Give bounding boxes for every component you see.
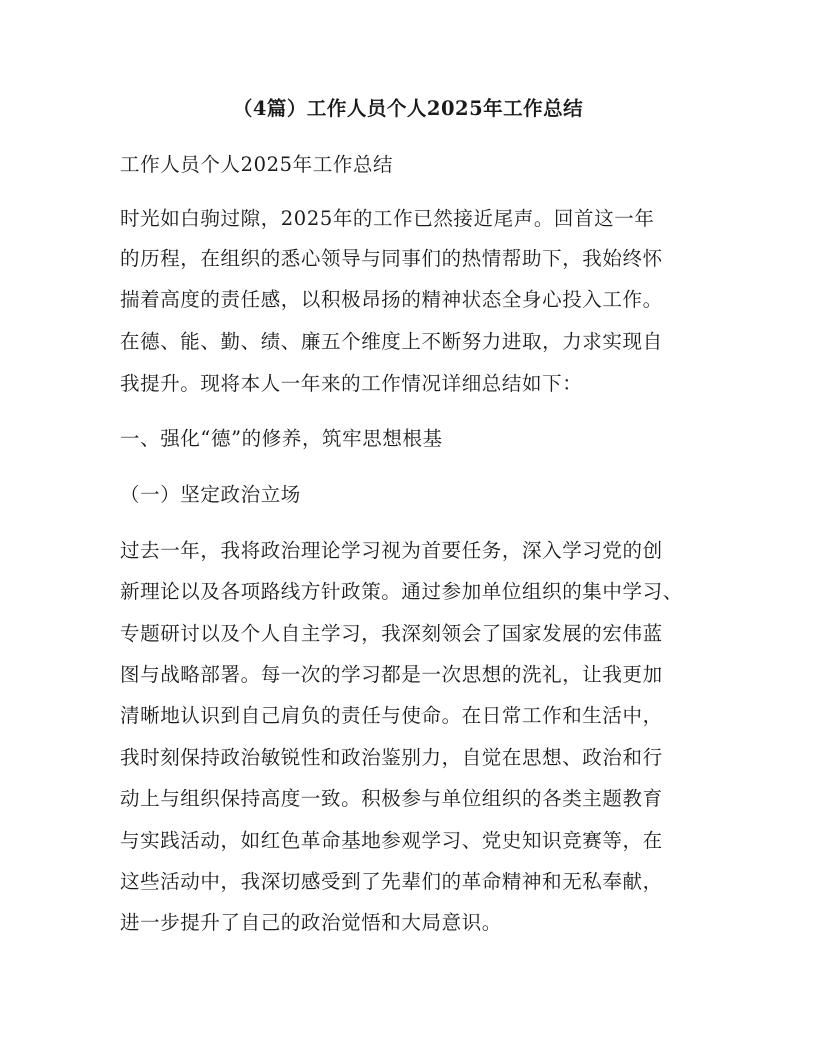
intro-line: 的历程，在组织的悉心领导与同事们的热情帮助下，我始终怀 — [120, 247, 663, 270]
intro-line: 我提升。现将本人一年来的工作情况详细总结如下： — [120, 372, 583, 395]
body-line: 我时刻保持政治敏锐性和政治鉴别力，自觉在思想、政治和行 — [120, 746, 663, 769]
body-line: 清晰地认识到自己肩负的责任与使命。在日常工作和生活中， — [120, 704, 663, 727]
body-line: 与实践活动，如红色革命基地参观学习、党史知识竞赛等，在 — [120, 829, 663, 852]
intro-line: 时光如白驹过隙，2025年的工作已然接近尾声。回首这一年 — [120, 207, 655, 230]
body-line: 过去一年，我将政治理论学习视为首要任务，深入学习党的创 — [120, 539, 663, 562]
body-line: 进一步提升了自己的政治觉悟和大局意识。 — [120, 911, 502, 934]
document-title: （4篇）工作人员个人2025年工作总结 — [232, 97, 584, 120]
body-line: 这些活动中，我深切感受到了先辈们的革命精神和无私奉献， — [120, 870, 663, 893]
subsection-heading: （一）坚定政治立场 — [120, 483, 301, 506]
body-line: 图与战略部署。每一次的学习都是一次思想的洗礼，让我更加 — [120, 663, 663, 686]
section-heading: 一、强化“德”的修养，筑牢思想根基 — [120, 427, 443, 450]
body-line: 动上与组织保持高度一致。积极参与单位组织的各类主题教育 — [120, 787, 663, 810]
intro-line: 揣着高度的责任感，以积极昂扬的精神状态全身心投入工作。 — [120, 288, 663, 311]
body-line: 新理论以及各项路线方针政策。通过参加单位组织的集中学习、 — [120, 580, 683, 603]
document-subtitle: 工作人员个人2025年工作总结 — [120, 153, 394, 176]
body-line: 专题研讨以及个人自主学习，我深刻领会了国家发展的宏伟蓝 — [120, 622, 663, 645]
intro-line: 在德、能、勤、绩、廉五个维度上不断努力进取，力求实现自 — [120, 330, 663, 353]
